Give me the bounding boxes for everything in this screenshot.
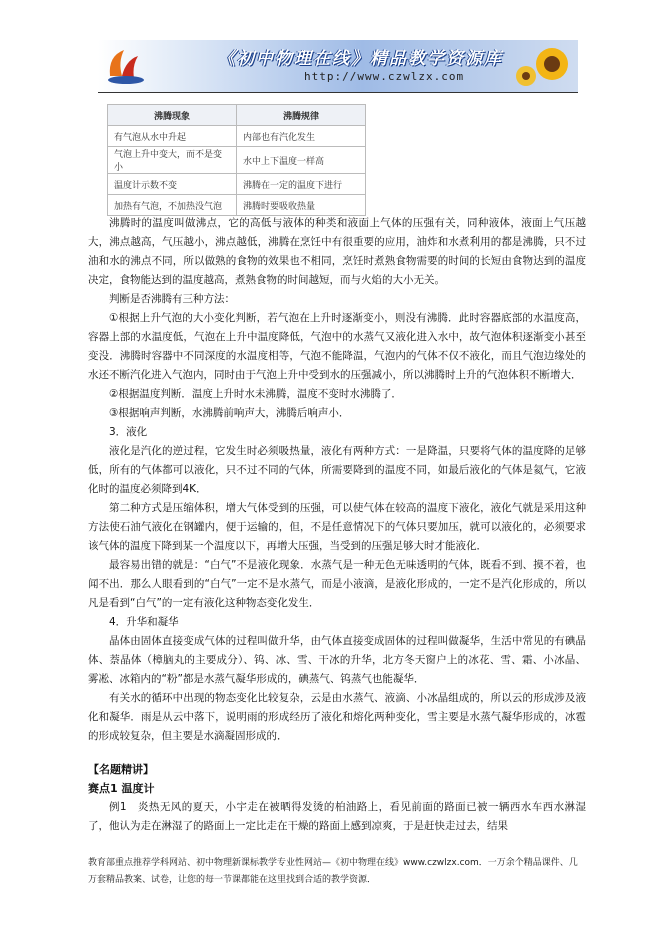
- paragraph: 判断是否沸腾有三种方法：: [109, 293, 235, 305]
- table-row: [108, 174, 366, 195]
- table-row: [108, 195, 366, 216]
- paragraph: 第二种方式是压缩体积，增大气体受到的压强，可以使气体在较高的温度下液化，液化气就是采用这种方法使石油气液化在钢罐内，便于运输的，但，不是任意情况下的气体只要加压，就可以液化的，必须要求该气体的温度下降到某一个温度以下，再增大压强，当受到的压强足够大时才能液化．: [88, 502, 586, 552]
- banner-title: 《初中物理在线》精品教学资源库: [218, 49, 503, 69]
- paragraph: 最容易出错的就是：“白气”不是液化现象．水蒸气是一种无色无味透明的气体，既看不到、摸不着，也闻不出．那么人眼看到的“白气”一定不是水蒸气，而是小液滴，是液化形成的，一定不是汽化形成的，所以凡是看到“白气”的一定有液化这种物态变化发生．: [88, 559, 586, 609]
- paragraph: 液化是汽化的逆过程，它发生时必须吸热量，液化有两种方式：一是降温，只要将气体的温度降的足够低，所有的气体都可以液化，只不过不同的气体，所需要降到的温度不同，如最后液化的气体是氦气，它液化时的温度必须降到4K．: [88, 445, 586, 495]
- paragraph: ①根据上升气泡的大小变化判断，若气泡在上升时逐渐变小，则没有沸腾．此时容器底部的水温度高，容器上部的水温度低，气泡在上升中温度降低，气泡中的水蒸气又液化进入水中，故气泡体积逐渐变小甚至变没．沸腾时容器中不同深度的水温度相等，气泡不能降温，气泡内的气体不仅不液化，而且气泡边缘处的水还不断汽化进入气泡内，同时由于气泡上升中受到水的压强减小，所以沸腾时上升的气泡体积不断增大．: [88, 312, 586, 381]
- banner-url[interactable]: http://www.czwlzx.com: [304, 70, 465, 83]
- table-header: 沸腾规律: [237, 105, 366, 126]
- paragraph: ②根据温度判断．温度上升时水未沸腾，温度不变时水沸腾了．: [109, 388, 402, 400]
- footer-text: 教育部重点推荐学科网站、初中物理新课标教学专业性网站—《初中物理在线》www.czwlzx.com．一万余个精品课件、几万套精品教案、试卷，让您的每一节课都能在这里找到合适的教学资源．: [88, 858, 578, 885]
- table-cell: 有气泡从水中升起: [108, 126, 237, 147]
- subheading: 3．液化: [109, 426, 148, 438]
- paragraph: ③根据响声判断，水沸腾前响声大，沸腾后响声小．: [109, 407, 350, 419]
- table-cell: 沸腾在一定的温度下进行: [237, 174, 366, 195]
- table-header: 沸腾现象: [108, 105, 237, 126]
- paragraph: 例1 炎热无风的夏天，小宇走在被晒得发烫的柏油路上，看见前面的路面已被一辆西水车西水淋湿了，他认为走在淋湿了的路面上一定比走在干燥的路面上感到凉爽，于是赶快走过去，结果: [88, 801, 586, 832]
- site-banner: [98, 40, 578, 93]
- sunflower-icon: [514, 42, 574, 90]
- table-cell: 温度计示数不变: [108, 174, 237, 195]
- table-row: [108, 126, 366, 147]
- table-cell: 内部也有汽化发生: [237, 126, 366, 147]
- logo-icon: [104, 46, 148, 86]
- exam-point-title: 赛点1 温度计: [88, 782, 155, 795]
- document-body: [88, 214, 586, 836]
- table-cell: 沸腾时要吸收热量: [237, 195, 366, 216]
- table-cell: 加热有气泡，不加热没气泡: [108, 195, 237, 216]
- table-header-row: [108, 105, 366, 126]
- table-row: [108, 147, 366, 174]
- page-footer: [88, 855, 586, 889]
- paragraph: 有关水的循环中出现的物态变化比较复杂，云是由水蒸气、液滴、小冰晶组成的，所以云的形成涉及液化和凝华．雨是从云中落下，说明雨的形成经历了液化和熔化两种变化，雪主要是水蒸气凝华形成的，冰雹的形成较复杂，但主要是水滴凝固形成的．: [88, 692, 586, 742]
- boiling-table: [107, 104, 366, 216]
- table-cell: 气泡上升中变大，而不是变小: [108, 147, 237, 174]
- paragraph: 沸腾时的温度叫做沸点，它的高低与液体的种类和液面上气体的压强有关，同种液体，液面上气压越大，沸点越高，气压越小，沸点越低，沸腾在烹饪中有很重要的应用，油炸和水煮利用的都是沸腾，只不过油和水的沸点不同，所以做熟的食物的效果也不相同，烹饪时煮熟食物需要的时间的长短由食物达到的温度决定，食物能达到的温度越高，煮熟食物的时间越短，而与火焰的大小无关。: [88, 217, 586, 286]
- section-heading: 【名题精讲】: [88, 763, 154, 776]
- subheading: 4．升华和凝华: [109, 616, 179, 628]
- paragraph: 晶体由固体直接变成气体的过程叫做升华，由气体直接变成固体的过程叫做凝华，生活中常见的有碘晶体、萘晶体（樟脑丸的主要成分）、钨、冰、雪、干冰的升华，北方冬天窗户上的冰花、雪、霜、小冰晶、雾凇、冰箱内的“粉”都是水蒸气凝华形成的，碘蒸气、钨蒸气也能凝华．: [88, 635, 586, 685]
- table-cell: 水中上下温度一样高: [237, 147, 366, 174]
